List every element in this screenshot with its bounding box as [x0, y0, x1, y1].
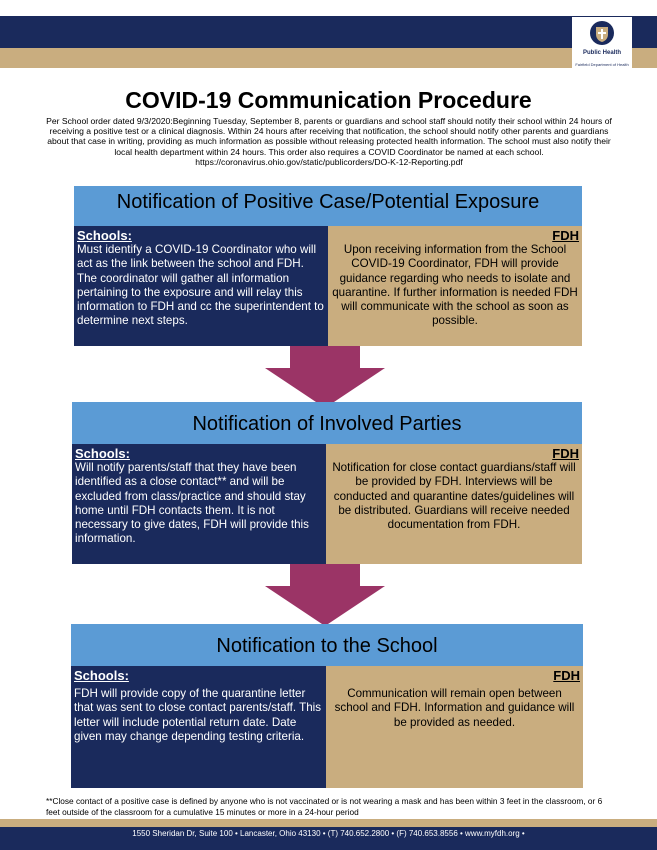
section-1-fdh-label: FDH [552, 228, 579, 243]
section-2-fdh-label: FDH [552, 446, 579, 461]
intro-paragraph: Per School order dated 9/3/2020:Beginning Tuesday, September 8, parents or guardians and school staff should notify their school within 24 hours of receiving a positive test or a clinical diagnosis. Within 24 hours after receiving that notification, the school should notify other parents and guardians about that case in writing, providing as much information as possible without releasing protected health information. The school must also notify their local health department within 24 hours. This order also requires a COVID Coordinator be named at each school. https://coronavirus.ohio.gov/static/publicorders/DO-K-12-Reporting.pdf [46, 116, 612, 167]
section-3-fdh-label: FDH [553, 668, 580, 683]
section-1-schools-label: Schools: [77, 228, 132, 243]
down-arrow-icon [265, 564, 385, 626]
section-3-schools-text: FDH will provide copy of the quarantine letter that was sent to close contact parents/staff. This letter will include potential return date. Date given may change depending testing criteria. [74, 687, 322, 743]
footnote: **Close contact of a positive case is defined by anyone who is not vaccinated or is not wearing a mask and has been within 3 feet in the classroom, or 6 feet outside of the classroom for a cumulative 15 minutes or more in a 24-hour period [46, 796, 603, 817]
section-3-schools-cell [71, 666, 326, 788]
section-2-heading: Notification of Involved Parties [72, 402, 582, 444]
footer-contact: 1550 Sheridan Dr, Suite 100 • Lancaster, Ohio 43130 • (T) 740.652.2800 • (F) 740.653.8556 • www.myfdh.org • [132, 829, 525, 838]
section-3-schools-label: Schools: [74, 668, 129, 683]
top-tan-band [0, 48, 657, 68]
section-2-fdh-cell [326, 444, 582, 564]
section-1-schools-cell [74, 226, 328, 346]
section-2-fdh-text: Notification for close contact guardians/staff will be provided by FDH. Interviews will be conducted and quarantine dates/guidelines will be distributed. Guardians will receive needed documentation from FDH. [332, 461, 576, 532]
section-3-fdh-cell [326, 666, 583, 788]
section-3-heading: Notification to the School [71, 624, 583, 666]
shield-logo-icon [589, 20, 615, 46]
section-1-heading: Notification of Positive Case/Potential Exposure [74, 186, 582, 226]
section-2-schools-text: Will notify parents/staff that they have been identified as a close contact** and will be excluded from class/practice and should stay home until FDH contacts them. It is not necessary to give dates, FDH will provide this information. [75, 461, 309, 546]
down-arrow-icon [265, 346, 385, 408]
public-health-logo [572, 17, 632, 72]
bottom-tan-band [0, 819, 657, 827]
section-3-fdh-text: Communication will remain open between school and FDH. Information and guidance will be provided as needed. [334, 687, 575, 729]
top-navy-band [0, 16, 657, 48]
section-1-fdh-cell [328, 226, 582, 346]
section-1-schools-text: Must identify a COVID-19 Coordinator who will act as the link between the school and FDH. The coordinator will gather all information pertaining to the exposure and will relay this information to FDH and cc the superintendent to determine next steps. [77, 243, 324, 328]
section-2-schools-label: Schools: [75, 446, 130, 461]
page-title: COVID-19 Communication Procedure [125, 87, 532, 113]
section-2-schools-cell [72, 444, 326, 564]
section-1-fdh-text: Upon receiving information from the School COVID-19 Coordinator, FDH will provide guidance regarding who needs to isolate and quarantine. If further information is needed FDH will communicate with the school as soon as possible. [332, 243, 578, 328]
logo-subtitle: Fairfield Department of Health [575, 62, 629, 67]
logo-title: Public Health [582, 50, 621, 56]
